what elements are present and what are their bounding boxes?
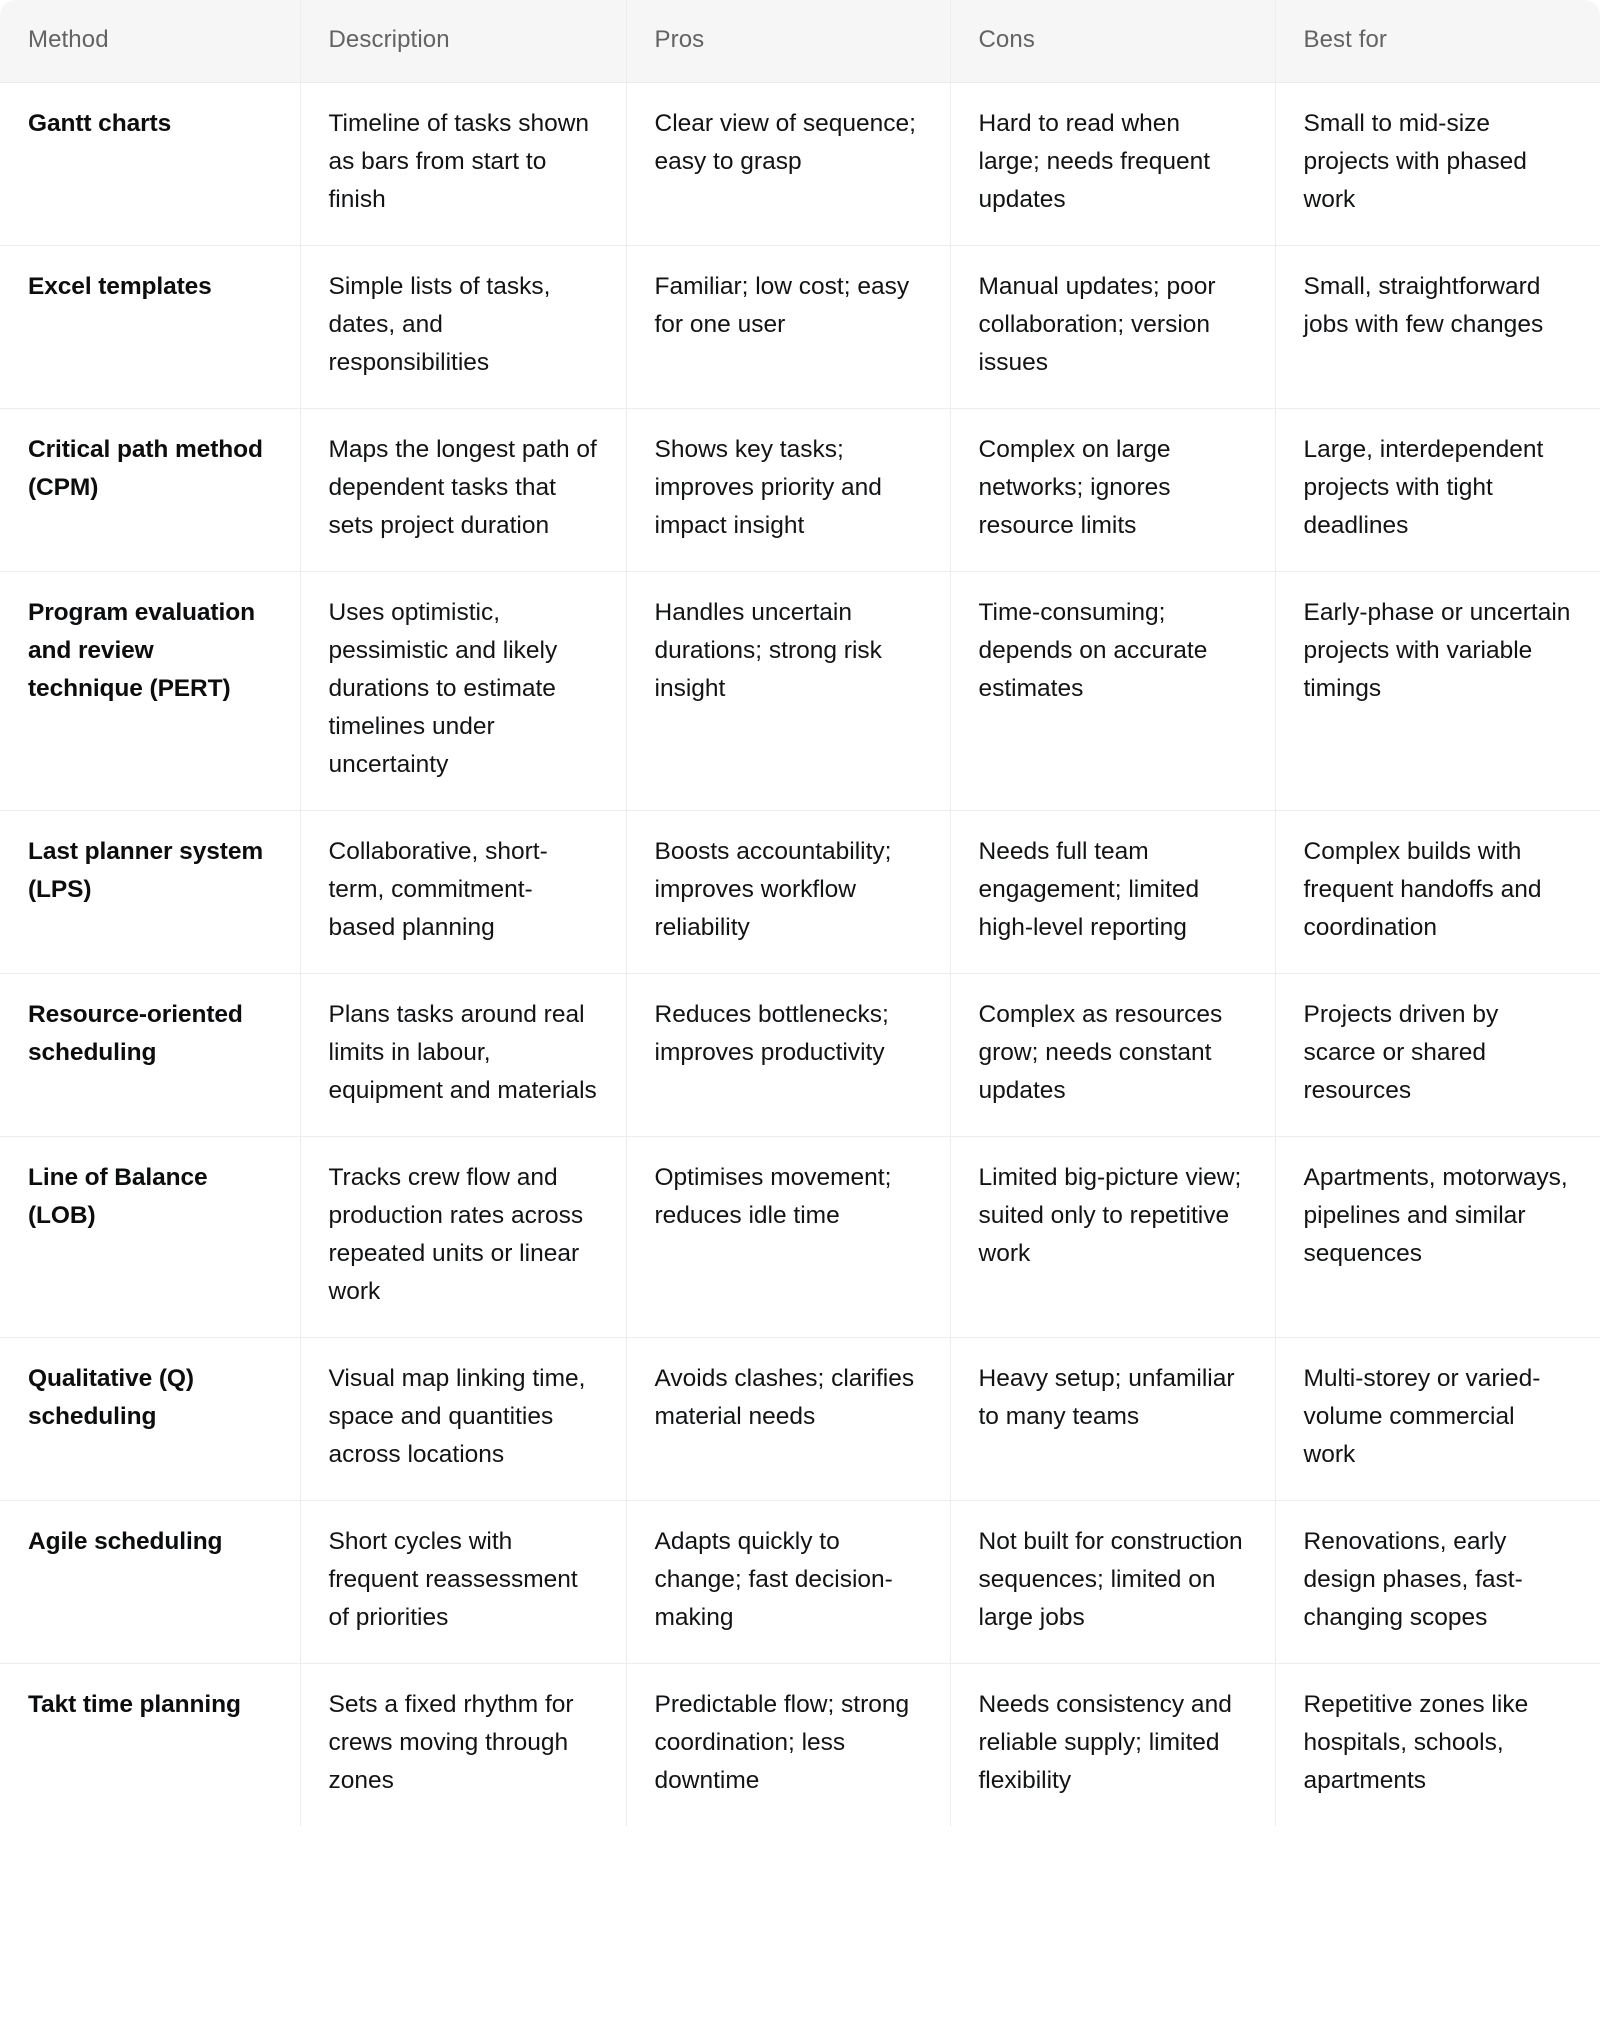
cell-description: Uses optimistic, pessimistic and likely durations to estimate timelines under uncertainty xyxy=(300,571,626,810)
cell-best-for: Apartments, motorways, pipelines and similar sequences xyxy=(1275,1136,1600,1337)
cell-method: Critical path method (CPM) xyxy=(0,408,300,571)
cell-method: Excel templates xyxy=(0,245,300,408)
cell-best-for: Renovations, early design phases, fast-changing scopes xyxy=(1275,1500,1600,1663)
cell-description: Simple lists of tasks, dates, and responsibilities xyxy=(300,245,626,408)
cell-cons: Time-consuming; depends on accurate estimates xyxy=(950,571,1275,810)
cell-cons: Complex on large networks; ignores resource limits xyxy=(950,408,1275,571)
table-body xyxy=(0,82,1600,1826)
cell-cons: Complex as resources grow; needs constant updates xyxy=(950,973,1275,1136)
cell-cons: Needs consistency and reliable supply; limited flexibility xyxy=(950,1663,1275,1826)
cell-pros: Predictable flow; strong coordination; less downtime xyxy=(626,1663,950,1826)
cell-method: Program evaluation and review technique (PERT) xyxy=(0,571,300,810)
cell-cons: Not built for construction sequences; limited on large jobs xyxy=(950,1500,1275,1663)
cell-description: Sets a fixed rhythm for crews moving through zones xyxy=(300,1663,626,1826)
column-header-cons: Cons xyxy=(950,0,1275,82)
cell-description: Tracks crew flow and production rates across repeated units or linear work xyxy=(300,1136,626,1337)
table-row xyxy=(0,245,1600,408)
cell-best-for: Complex builds with frequent handoffs and coordination xyxy=(1275,810,1600,973)
cell-method: Line of Balance (LOB) xyxy=(0,1136,300,1337)
column-header-description: Description xyxy=(300,0,626,82)
cell-method: Agile scheduling xyxy=(0,1500,300,1663)
cell-description: Visual map linking time, space and quantities across locations xyxy=(300,1337,626,1500)
cell-best-for: Large, interdependent projects with tight deadlines xyxy=(1275,408,1600,571)
cell-description: Maps the longest path of dependent tasks that sets project duration xyxy=(300,408,626,571)
cell-method: Gantt charts xyxy=(0,82,300,245)
cell-pros: Familiar; low cost; easy for one user xyxy=(626,245,950,408)
table-row xyxy=(0,810,1600,973)
cell-best-for: Multi-storey or varied-volume commercial work xyxy=(1275,1337,1600,1500)
cell-best-for: Projects driven by scarce or shared resources xyxy=(1275,973,1600,1136)
cell-cons: Needs full team engagement; limited high-level reporting xyxy=(950,810,1275,973)
cell-best-for: Early-phase or uncertain projects with variable timings xyxy=(1275,571,1600,810)
cell-pros: Reduces bottlenecks; improves productivity xyxy=(626,973,950,1136)
cell-method: Takt time planning xyxy=(0,1663,300,1826)
cell-cons: Hard to read when large; needs frequent updates xyxy=(950,82,1275,245)
table-row xyxy=(0,973,1600,1136)
table-header xyxy=(0,0,1600,82)
table-header-row xyxy=(0,0,1600,82)
cell-method: Last planner system (LPS) xyxy=(0,810,300,973)
table-row xyxy=(0,408,1600,571)
cell-pros: Handles uncertain durations; strong risk insight xyxy=(626,571,950,810)
table-row xyxy=(0,82,1600,245)
cell-pros: Optimises movement; reduces idle time xyxy=(626,1136,950,1337)
column-header-method: Method xyxy=(0,0,300,82)
cell-cons: Heavy setup; unfamiliar to many teams xyxy=(950,1337,1275,1500)
cell-pros: Adapts quickly to change; fast decision-making xyxy=(626,1500,950,1663)
cell-description: Short cycles with frequent reassessment of priorities xyxy=(300,1500,626,1663)
column-header-best-for: Best for xyxy=(1275,0,1600,82)
cell-description: Collaborative, short-term, commitment-based planning xyxy=(300,810,626,973)
cell-pros: Shows key tasks; improves priority and impact insight xyxy=(626,408,950,571)
cell-best-for: Repetitive zones like hospitals, schools, apartments xyxy=(1275,1663,1600,1826)
cell-description: Timeline of tasks shown as bars from start to finish xyxy=(300,82,626,245)
table-row xyxy=(0,1500,1600,1663)
cell-cons: Manual updates; poor collaboration; version issues xyxy=(950,245,1275,408)
table-row xyxy=(0,571,1600,810)
table-row xyxy=(0,1136,1600,1337)
cell-best-for: Small, straightforward jobs with few changes xyxy=(1275,245,1600,408)
cell-pros: Avoids clashes; clarifies material needs xyxy=(626,1337,950,1500)
cell-pros: Clear view of sequence; easy to grasp xyxy=(626,82,950,245)
cell-method: Qualitative (Q) scheduling xyxy=(0,1337,300,1500)
table-row xyxy=(0,1337,1600,1500)
cell-method: Resource-oriented scheduling xyxy=(0,973,300,1136)
cell-description: Plans tasks around real limits in labour, equipment and materials xyxy=(300,973,626,1136)
table-row xyxy=(0,1663,1600,1826)
cell-best-for: Small to mid-size projects with phased work xyxy=(1275,82,1600,245)
cell-pros: Boosts accountability; improves workflow reliability xyxy=(626,810,950,973)
column-header-pros: Pros xyxy=(626,0,950,82)
cell-cons: Limited big-picture view; suited only to repetitive work xyxy=(950,1136,1275,1337)
